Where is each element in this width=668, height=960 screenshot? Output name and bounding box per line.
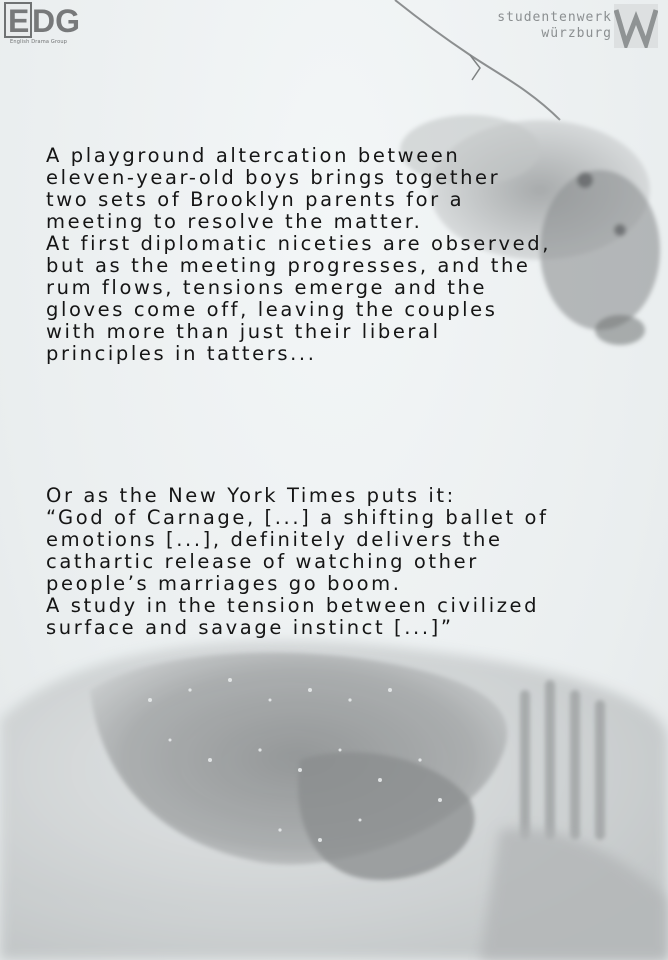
- edg-logo: [4, 2, 94, 50]
- review-line: cathartic release of watching other: [46, 550, 479, 573]
- synopsis-line: gloves come off, leaving the couples: [46, 298, 498, 321]
- synopsis-line: rum flows, tensions emerge and the: [46, 276, 488, 299]
- review-line: Or as the New York Times puts it:: [46, 484, 456, 507]
- review-quote: [46, 485, 646, 639]
- review-line: A study in the tension between civilized: [46, 594, 540, 617]
- edg-logo-mark: [4, 2, 88, 38]
- studentenwerk-logo-mark: [614, 4, 658, 48]
- review-line: emotions [...], definitely delivers the: [46, 528, 503, 551]
- synopsis-line: principles in tatters...: [46, 342, 317, 365]
- cake-image: [0, 641, 668, 960]
- svg-text:E: E: [8, 3, 30, 38]
- synopsis-line: with more than just their liberal: [46, 320, 441, 343]
- studentenwerk-line1: studentenwerk: [497, 10, 612, 25]
- studentenwerk-line2: würzburg: [541, 26, 612, 41]
- synopsis-paragraph: [46, 145, 646, 365]
- review-line: people’s marriages go boom.: [46, 572, 402, 595]
- synopsis-line: A playground altercation between: [46, 144, 461, 167]
- synopsis-line: meeting to resolve the matter.: [46, 210, 423, 233]
- studentenwerk-logo: [482, 4, 662, 48]
- review-line: surface and savage instinct [...]”: [46, 616, 454, 639]
- synopsis-line: but as the meeting progresses, and the: [46, 254, 531, 277]
- review-line: “God of Carnage, [...] a shifting ballet of: [46, 506, 549, 529]
- synopsis-line: eleven-year-old boys brings together: [46, 166, 501, 189]
- svg-text:DG: DG: [32, 3, 80, 38]
- edg-tagline: English Drama Group: [10, 39, 68, 45]
- synopsis-line: At first diplomatic niceties are observed,: [46, 232, 552, 255]
- synopsis-line: two sets of Brooklyn parents for a: [46, 188, 465, 211]
